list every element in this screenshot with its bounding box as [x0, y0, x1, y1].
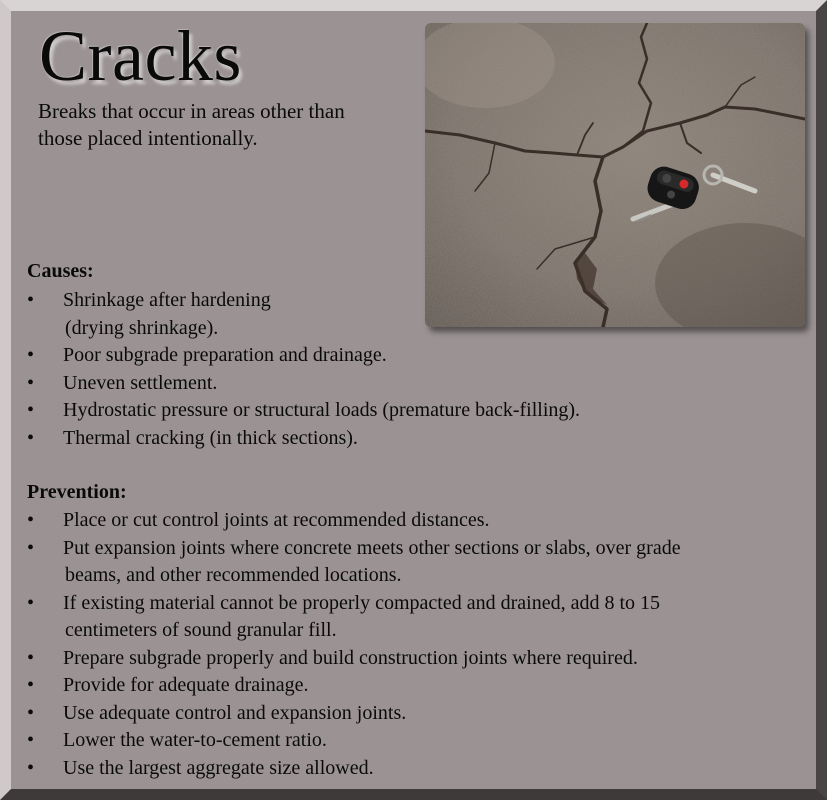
list-item: [27, 645, 681, 673]
list-item: [27, 672, 681, 700]
list-item-text: Use adequate control and expansion joints.: [63, 701, 407, 724]
list-item: [27, 727, 681, 755]
bullet-icon: •: [27, 729, 35, 751]
list-item: [27, 397, 580, 425]
list-item-text: Poor subgrade preparation and drainage.: [63, 344, 387, 366]
bullet-icon: •: [27, 674, 35, 696]
list-item: [27, 755, 681, 783]
list-item-text: Provide for adequate drainage.: [63, 674, 309, 696]
list-item: [27, 287, 580, 342]
list-item: [27, 535, 681, 590]
list-item-text: Prepare subgrade properly and build construction joints where required.: [63, 646, 638, 669]
causes-list: [27, 287, 580, 452]
bullet-icon: •: [27, 344, 35, 366]
causes-heading: Causes:: [27, 260, 94, 282]
bullet-icon: •: [27, 509, 35, 531]
bullet-icon: •: [27, 591, 35, 614]
list-item-text: Use the largest aggregate size allowed.: [63, 756, 374, 779]
bullet-icon: •: [27, 371, 35, 394]
bullet-icon: •: [27, 426, 35, 449]
list-item-continuation: beams, and other recommended locations.: [65, 564, 402, 586]
list-item-text: Thermal cracking (in thick sections).: [63, 426, 358, 449]
list-item-text: Place or cut control joints at recommended distances.: [63, 509, 490, 531]
list-item-text: Hydrostatic pressure or structural loads (premature back-filling).: [63, 399, 581, 421]
subtitle-line-1: Breaks that occur in areas other than: [38, 99, 345, 123]
list-item-text: Shrinkage after hardening: [63, 289, 271, 311]
list-item: [27, 590, 681, 645]
bullet-icon: •: [27, 646, 35, 669]
bullet-icon: •: [27, 701, 35, 724]
bullet-icon: •: [27, 399, 35, 421]
bullet-icon: •: [27, 756, 35, 779]
list-item-continuation: (drying shrinkage).: [65, 316, 219, 339]
prevention-list: [27, 507, 681, 782]
list-item: [27, 507, 681, 535]
list-item-text: Uneven settlement.: [63, 371, 218, 394]
list-item: [27, 700, 681, 728]
list-item-text: If existing material cannot be properly compacted and drained, add 8 to 15: [63, 591, 661, 614]
subtitle-line-2: those placed intentionally.: [38, 126, 258, 150]
list-item: [27, 342, 580, 370]
bullet-icon: •: [27, 536, 35, 559]
list-item-text: Lower the water-to-cement ratio.: [63, 729, 327, 751]
slide-subtitle: [38, 98, 418, 152]
list-item: [27, 425, 580, 453]
list-item-continuation: centimeters of sound granular fill.: [65, 619, 337, 641]
list-item: [27, 370, 580, 398]
slide-title: Cracks: [39, 16, 242, 96]
cracked-concrete-photo: [425, 23, 805, 327]
bullet-icon: •: [27, 289, 35, 311]
prevention-heading: Prevention:: [27, 481, 127, 503]
list-item-text: Put expansion joints where concrete meets other sections or slabs, over grade: [63, 536, 681, 559]
